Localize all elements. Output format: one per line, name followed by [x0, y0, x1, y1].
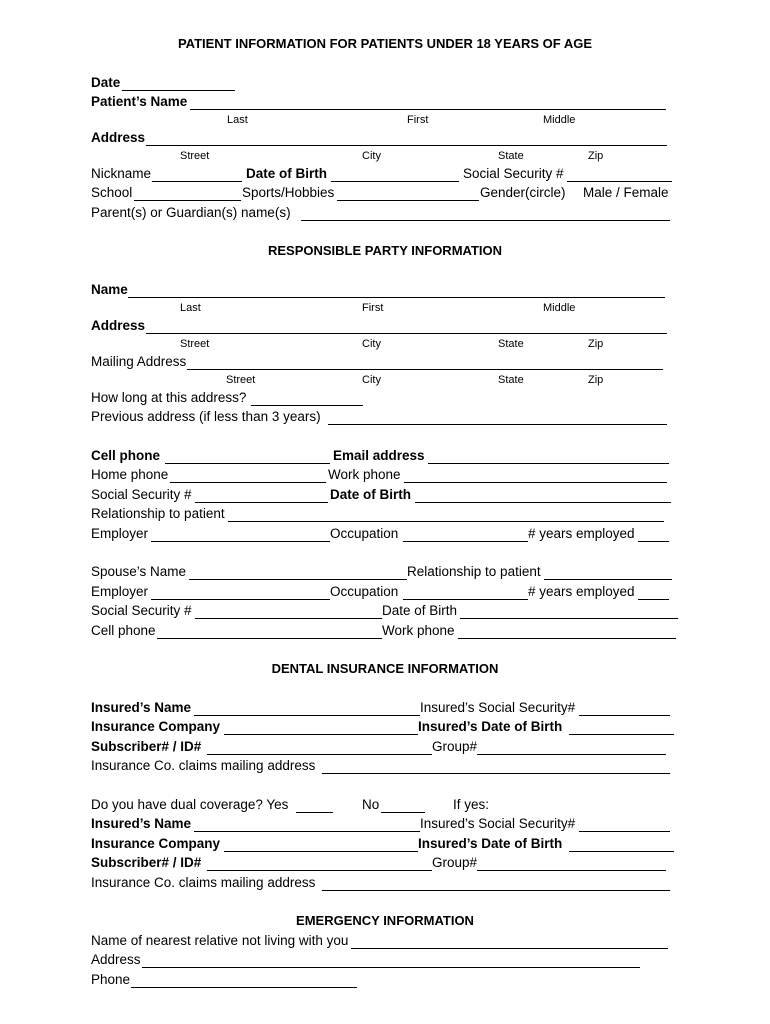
address-field[interactable]	[146, 131, 667, 145]
group-line	[477, 754, 666, 755]
cell-label: Cell phone	[91, 448, 161, 463]
mailing-sublabel-state: State	[498, 374, 524, 386]
date-line	[122, 90, 235, 91]
claims-label: Insurance Co. claims mailing address	[91, 758, 316, 773]
resp-sublabel-zip: Zip	[588, 338, 604, 350]
insured-ssn2-label: Insured’s Social Security#	[420, 816, 576, 831]
resp-address-label: Address	[91, 318, 146, 333]
company2-line	[224, 851, 418, 852]
how-long-line	[251, 405, 363, 406]
home-phone-field[interactable]	[170, 468, 326, 482]
spouse-dob-field[interactable]	[460, 604, 678, 618]
date-label: Date	[91, 75, 121, 90]
claims2-label: Insurance Co. claims mailing address	[91, 875, 316, 890]
parents-label: Parent(s) or Guardian(s) name(s)	[91, 205, 291, 220]
spouse-name-label: Spouse’s Name	[91, 564, 187, 579]
nickname-field[interactable]	[152, 167, 242, 181]
claims2-line	[322, 890, 670, 891]
sublabel-street: Street	[180, 150, 210, 162]
subscriber-field[interactable]	[207, 740, 432, 754]
spouse-cell-label: Cell phone	[91, 623, 156, 638]
emergency-phone-line	[131, 987, 357, 988]
work-phone-label: Work phone	[328, 467, 401, 482]
emergency-address-label: Address	[91, 952, 141, 967]
patient-name-line	[190, 109, 666, 110]
resp-sublabel-first: First	[362, 302, 384, 314]
school-label: School	[91, 185, 133, 200]
occupation-line	[403, 541, 528, 542]
insurance-heading: DENTAL INSURANCE INFORMATION	[271, 661, 499, 676]
spouse-cell-field[interactable]	[157, 624, 382, 638]
how-long-label: How long at this address?	[91, 390, 247, 405]
relationship-label: Relationship to patient	[91, 506, 225, 521]
dual-no-line	[381, 812, 425, 813]
dob-label: Date of Birth	[246, 166, 327, 181]
sublabel-last: Last	[227, 114, 248, 126]
emergency-address-field[interactable]	[142, 953, 640, 967]
spouse-employer-field[interactable]	[151, 585, 330, 599]
insured-ssn2-line	[579, 831, 670, 832]
spouse-name-line	[189, 579, 407, 580]
group2-field[interactable]	[477, 856, 666, 870]
spouse-occupation-line	[403, 599, 528, 600]
spouse-dob-label: Date of Birth	[382, 603, 458, 618]
employer-label: Employer	[91, 526, 149, 541]
spouse-occupation-field[interactable]	[403, 585, 528, 599]
previous-field[interactable]	[328, 410, 667, 424]
dual-no-label: No	[362, 797, 380, 812]
resp-sublabel-last: Last	[180, 302, 201, 314]
email-line	[428, 463, 669, 464]
claims2-field[interactable]	[322, 876, 670, 890]
occupation-field[interactable]	[403, 527, 528, 541]
sublabel-city: City	[362, 150, 381, 162]
ssn-line	[567, 181, 672, 182]
insured-name-line	[194, 715, 420, 716]
years-employed-field[interactable]	[638, 527, 669, 541]
how-long-field[interactable]	[251, 391, 363, 405]
insured-ssn-label: Insured’s Social Security#	[420, 700, 576, 715]
relationship-line	[228, 521, 664, 522]
spouse-employer-label: Employer	[91, 584, 149, 599]
spouse-name-field[interactable]	[189, 565, 407, 579]
employer-field[interactable]	[151, 527, 330, 541]
insured-name-field[interactable]	[194, 701, 420, 715]
spouse-work-line	[458, 638, 676, 639]
occupation-label: Occupation	[330, 526, 399, 541]
company-line	[224, 734, 418, 735]
insured-dob-label: Insured’s Date of Birth	[418, 719, 563, 734]
gender-label: Gender(circle)	[480, 185, 566, 200]
relative-line	[351, 948, 668, 949]
previous-line	[328, 424, 667, 425]
school-line	[134, 200, 241, 201]
claims-field[interactable]	[322, 759, 670, 773]
subscriber-label: Subscriber# / ID#	[91, 739, 202, 754]
sublabel-middle: Middle	[543, 114, 576, 126]
resp-sublabel-middle: Middle	[543, 302, 576, 314]
sublabel-zip: Zip	[588, 150, 604, 162]
resp-sublabel-city: City	[362, 338, 381, 350]
sports-line	[337, 200, 479, 201]
resp-sublabel-state: State	[498, 338, 524, 350]
spouse-years-label: # years employed	[528, 584, 635, 599]
group-label: Group#	[432, 739, 478, 754]
relative-label: Name of nearest relative not living with you	[91, 933, 349, 948]
relative-field[interactable]	[351, 934, 668, 948]
subscriber2-line	[207, 870, 432, 871]
insured-dob-line	[569, 734, 674, 735]
sports-field[interactable]	[337, 186, 479, 200]
nickname-line	[152, 181, 242, 182]
resp-ssn-field[interactable]	[195, 488, 328, 502]
date-field[interactable]	[122, 76, 235, 90]
home-phone-line	[170, 482, 326, 483]
sublabel-state: State	[498, 150, 524, 162]
nickname-label: Nickname	[91, 166, 152, 181]
emergency-address-line	[142, 967, 640, 968]
sublabel-first: First	[407, 114, 429, 126]
insured-name-label: Insured’s Name	[91, 700, 192, 715]
spouse-work-label: Work phone	[382, 623, 455, 638]
insured-name2-field[interactable]	[194, 817, 420, 831]
resp-ssn-label: Social Security #	[91, 487, 192, 502]
parents-line	[301, 220, 670, 221]
dual-yes-line	[296, 812, 333, 813]
company-field[interactable]	[224, 720, 418, 734]
spouse-ssn-label: Social Security #	[91, 603, 192, 618]
previous-label: Previous address (if less than 3 years)	[91, 409, 321, 424]
resp-name-line	[128, 297, 665, 298]
resp-ssn-line	[195, 502, 328, 503]
mailing-sublabel-street: Street	[226, 374, 256, 386]
spouse-work-field[interactable]	[458, 624, 676, 638]
group2-line	[477, 870, 666, 871]
ssn-field[interactable]	[567, 167, 672, 181]
mailing-label: Mailing Address	[91, 354, 187, 369]
relationship-field[interactable]	[228, 507, 664, 521]
cell-field[interactable]	[165, 449, 330, 463]
resp-name-label: Name	[91, 282, 128, 297]
dual-no-field[interactable]	[381, 798, 425, 812]
work-phone-line	[404, 482, 667, 483]
gender-options[interactable]: Male / Female	[583, 185, 669, 200]
spouse-relationship-label: Relationship to patient	[407, 564, 541, 579]
group-field[interactable]	[477, 740, 666, 754]
address-line	[146, 145, 667, 146]
insured-ssn-line	[579, 715, 670, 716]
mailing-field[interactable]	[187, 355, 663, 369]
spouse-relationship-line	[544, 579, 672, 580]
dual-coverage-label: Do you have dual coverage? Yes	[91, 797, 289, 812]
resp-dob-field[interactable]	[415, 488, 671, 502]
emergency-phone-label: Phone	[91, 972, 131, 987]
insured-ssn2-field[interactable]	[579, 817, 670, 831]
insured-dob-field[interactable]	[569, 720, 674, 734]
resp-sublabel-street: Street	[180, 338, 210, 350]
group2-label: Group#	[432, 855, 478, 870]
insured-name2-label: Insured’s Name	[91, 816, 192, 831]
ssn-label: Social Security #	[463, 166, 564, 181]
insured-dob2-line	[569, 851, 674, 852]
dob-line	[331, 181, 459, 182]
resp-address-line	[146, 333, 667, 334]
emergency-phone-field[interactable]	[131, 973, 357, 987]
company2-label: Insurance Company	[91, 836, 221, 851]
address-label: Address	[91, 130, 146, 145]
spouse-relationship-field[interactable]	[544, 565, 672, 579]
employer-line	[151, 541, 330, 542]
patient-name-label: Patient’s Name	[91, 94, 188, 109]
insured-ssn-field[interactable]	[579, 701, 670, 715]
subscriber2-field[interactable]	[207, 856, 432, 870]
responsible-heading: RESPONSIBLE PARTY INFORMATION	[267, 243, 502, 258]
spouse-years-field[interactable]	[638, 585, 669, 599]
dual-yes-field[interactable]	[296, 798, 333, 812]
insured-dob2-field[interactable]	[569, 837, 674, 851]
resp-name-field[interactable]	[128, 283, 665, 297]
spouse-occupation-label: Occupation	[330, 584, 399, 599]
emergency-heading: EMERGENCY INFORMATION	[296, 913, 474, 928]
patient-name-field[interactable]	[190, 95, 666, 109]
work-phone-field[interactable]	[404, 468, 667, 482]
spouse-dob-line	[460, 618, 678, 619]
spouse-years-line	[638, 599, 669, 600]
subscriber2-label: Subscriber# / ID#	[91, 855, 202, 870]
spouse-ssn-field[interactable]	[195, 604, 382, 618]
page-title: PATIENT INFORMATION FOR PATIENTS UNDER 18 YEARS OF AGE	[177, 36, 593, 51]
email-field[interactable]	[428, 449, 669, 463]
years-employed-line	[638, 541, 669, 542]
company-label: Insurance Company	[91, 719, 221, 734]
dob-field[interactable]	[331, 167, 459, 181]
spouse-ssn-line	[195, 618, 382, 619]
if-yes-label: If yes:	[453, 797, 490, 812]
mailing-line	[187, 369, 663, 370]
resp-address-field[interactable]	[146, 319, 667, 333]
insured-name2-line	[194, 831, 420, 832]
mailing-sublabel-zip: Zip	[588, 374, 604, 386]
school-field[interactable]	[134, 186, 241, 200]
claims-line	[322, 773, 670, 774]
parents-field[interactable]	[301, 206, 670, 220]
home-phone-label: Home phone	[91, 467, 169, 482]
sports-label: Sports/Hobbies	[242, 185, 335, 200]
company2-field[interactable]	[224, 837, 418, 851]
years-employed-label: # years employed	[528, 526, 635, 541]
spouse-cell-line	[157, 638, 382, 639]
resp-dob-label: Date of Birth	[330, 487, 411, 502]
spouse-employer-line	[151, 599, 330, 600]
insured-dob2-label: Insured’s Date of Birth	[418, 836, 563, 851]
mailing-sublabel-city: City	[362, 374, 381, 386]
cell-line	[165, 463, 330, 464]
subscriber-line	[207, 754, 432, 755]
resp-dob-line	[415, 502, 671, 503]
email-label: Email address	[333, 448, 425, 463]
